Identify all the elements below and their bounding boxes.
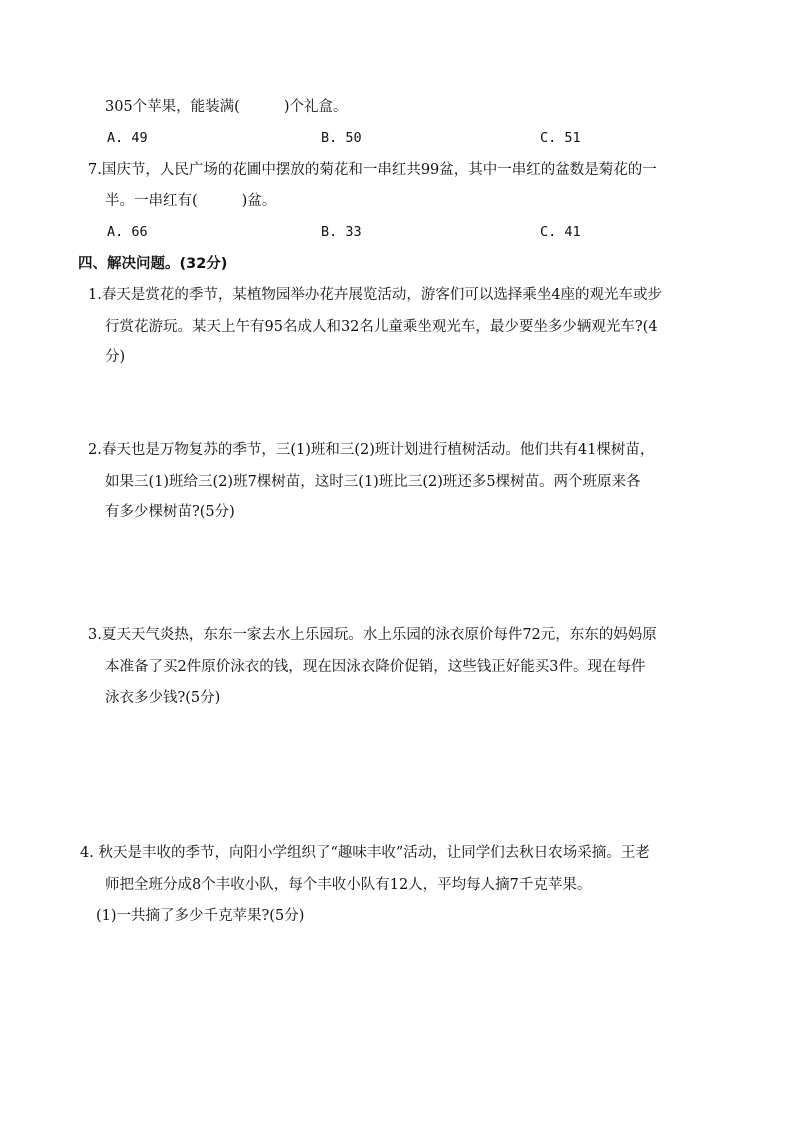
p1-line-3: 分) (105, 349, 126, 365)
section-4-heading: 四、解决问题。(32分) (78, 256, 228, 272)
p2-line-2: 如果三(1)班给三(2)班7棵树苗，这时三(1)班比三(2)班还多5棵树苗。两个班原来各 (105, 474, 641, 490)
p1-line-2: 行赏花游玩。某天上午有95名成人和32名儿童乘坐观光车，最少要坐多少辆观光车?(4 (105, 319, 658, 335)
p2-line-1: 2.春天也是万物复苏的季节，三(1)班和三(2)班计划进行植树活动。他们共有41棵树苗， (88, 442, 655, 458)
p3-line-1: 3.夏天天气炎热，东东一家去水上乐园玩。水上乐园的泳衣原价每件72元，东东的妈妈原 (88, 627, 657, 643)
q6-line (105, 97, 348, 117)
q6-option-a[interactable]: A. 49 (107, 130, 148, 146)
q7-option-c[interactable]: C. 41 (540, 224, 581, 240)
q7-line-2 (105, 191, 276, 211)
p4-subquestion-1: (1)一共摘了多少千克苹果?(5分) (96, 908, 305, 924)
q6-text-post: )个礼盒。 (283, 99, 348, 115)
p3-line-2: 本准备了买2件原价泳衣的钱，现在因泳衣降价促销，这些钱正好能买3件。现在每件 (105, 659, 646, 675)
p2-line-3: 有多少棵树苗?(5分) (105, 504, 235, 520)
q6-text-pre: 305个苹果，能装满( (105, 99, 240, 115)
q6-option-c[interactable]: C. 51 (540, 130, 581, 146)
p4-line-2: 师把全班分成8个丰收小队，每个丰收小队有12人，平均每人摘7千克苹果。 (105, 877, 592, 893)
p1-line-1: 1.春天是赏花的季节，某植物园举办花卉展览活动，游客们可以选择乘坐4座的观光车或步 (88, 287, 663, 303)
q6-option-b[interactable]: B. 50 (321, 130, 362, 146)
p3-line-3: 泳衣多少钱?(5分) (105, 690, 221, 706)
q7-option-b[interactable]: B. 33 (321, 224, 362, 240)
q7-text-post: )盆。 (241, 193, 277, 209)
q7-line-1: 7.国庆节，人民广场的花圃中摆放的菊花和一串红共99盆，其中一串红的盆数是菊花的一 (88, 162, 657, 178)
p4-line-1: 4. 秋天是丰收的季节，向阳小学组织了“趣味丰收”活动，让同学们去秋日农场采摘。王老 (80, 845, 650, 861)
q7-option-a[interactable]: A. 66 (107, 224, 148, 240)
q7-text-pre: 半。一串红有( (105, 193, 198, 209)
